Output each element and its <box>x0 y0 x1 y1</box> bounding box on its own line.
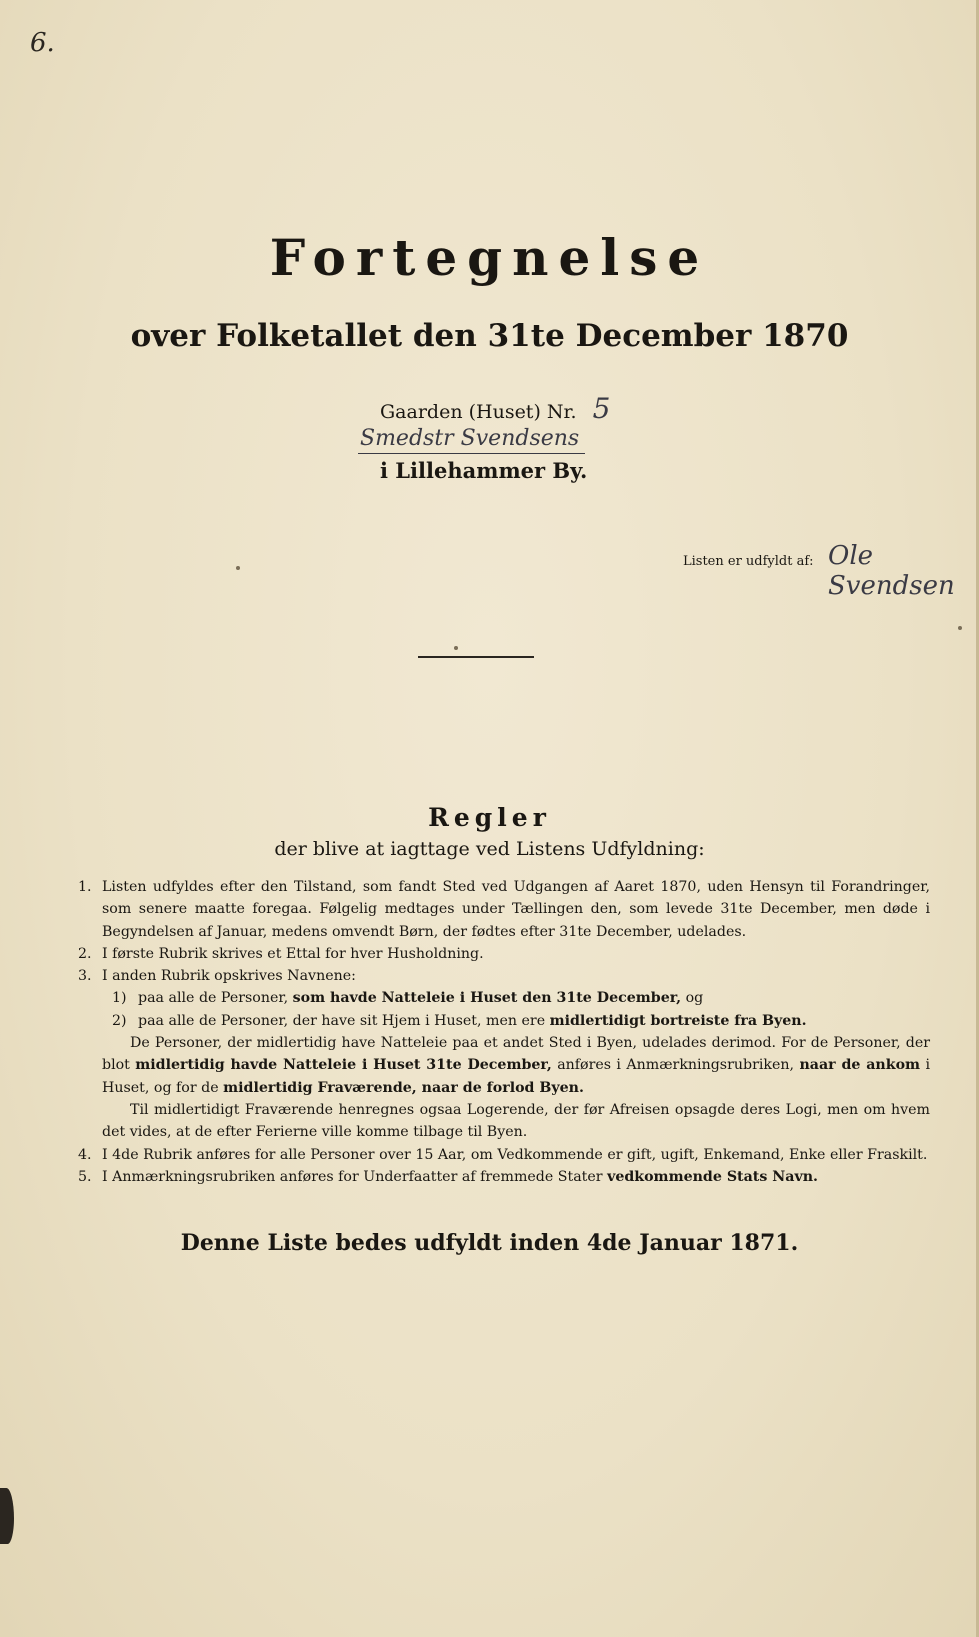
paragraph-text-part: anføres i Anmærkningsrubriken, <box>557 1057 795 1074</box>
rule-text: I første Rubrik skrives et Ettal for hver Husholdning. <box>102 945 484 962</box>
rule-item <box>78 1144 930 1166</box>
rule-number: 3. <box>78 968 92 985</box>
rule-subitem <box>78 1010 930 1032</box>
section-divider <box>418 656 534 658</box>
farm-number-handwritten: 5 <box>592 392 611 425</box>
paper-speck <box>958 626 962 630</box>
rule-item <box>78 965 930 987</box>
deadline-notice: Denne Liste bedes udfyldt inden 4de Januar 1871. <box>180 1230 799 1256</box>
paper-speck <box>236 566 240 570</box>
place-name: i Lillehammer By. <box>380 458 588 483</box>
rules-list <box>78 876 930 1188</box>
paper-speck <box>454 646 458 650</box>
subitem-number: 1) <box>112 990 127 1007</box>
paragraph-text-part: i Huset, og for de <box>102 1057 931 1096</box>
rule-text <box>102 1166 930 1188</box>
paragraph-text-part: De Personer, der midlertidig have Natteleie paa et andet Sted i Byen, udelades derimod. For de Personer, der blot <box>102 1035 930 1074</box>
subitem-text-part: paa alle de Personer, <box>138 990 289 1007</box>
subitem-text-emphasis: midlertidigt bortreiste fra Byen. <box>549 1012 807 1029</box>
rule-item <box>78 876 930 943</box>
form-title: Fortegnelse <box>269 228 710 287</box>
paragraph-text-emphasis: midlertidig havde Natteleie i Huset 31te December, <box>135 1057 552 1074</box>
rule-number: 4. <box>78 1146 92 1163</box>
rules-heading: Regler <box>428 803 551 832</box>
subitem-text-emphasis: som havde Natteleie i Huset den 31te December, <box>292 990 682 1007</box>
subitem-text-part: og <box>685 990 704 1007</box>
form-subtitle: over Folketallet den 31te December 1870 <box>130 318 849 354</box>
subitem-text <box>138 1010 930 1032</box>
rule-number: 1. <box>78 879 92 895</box>
paragraph-text-emphasis: naar de ankom <box>799 1057 921 1074</box>
rule-item <box>78 1166 930 1188</box>
rule-paragraph: Til midlertidigt Fraværende henregnes ogsaa Logerende, der før Afreisen opsagde deres Logi, men om hvem det vides, at de efter Ferierne ville komme tilbage til Byen. <box>102 1101 930 1141</box>
subitem-text <box>138 987 930 1009</box>
rule-number: 5. <box>78 1168 92 1185</box>
rule-subitem <box>78 987 930 1009</box>
corner-page-number: 6. <box>30 28 55 58</box>
rule-text: Listen udfyldes efter den Tilstand, som fandt Sted ved Udgangen af Aaret 1870, uden Hensyn til Forandringer, som senere maatte foregaa. Følgelig medtages under Tællingen den, som levede 31te December, men døde i Begyndelsen af Januar, medens omvendt Børn, der fødtes efter 31te December, udelades. <box>102 879 930 940</box>
handwritten-household-name: Smedstr Svendsens <box>358 426 585 454</box>
paragraph-text-emphasis: midlertidig Fraværende, naar de forlod Byen. <box>223 1079 584 1096</box>
ink-stain <box>0 1488 14 1544</box>
subitem-text-part: paa alle de Personer, der have sit Hjem i Huset, men ere <box>138 1012 546 1029</box>
rule-text: I 4de Rubrik anføres for alle Personer over 15 Aar, om Vedkommende er gift, ugift, Enkemand, Enke eller Fraskilt. <box>102 1146 928 1163</box>
farm-number-line <box>380 392 610 425</box>
filled-by-handwritten-name: Ole Svendsen <box>828 541 955 601</box>
rules-subheading: der blive at iagttage ved Listens Udfyldning: <box>274 838 705 860</box>
rule-item <box>78 943 930 965</box>
rule-paragraph <box>78 1032 930 1099</box>
rule-text: I anden Rubrik opskrives Navnene: <box>102 968 356 985</box>
rule-text-emphasis: vedkommende Stats Navn. <box>607 1168 818 1185</box>
filled-by-label: Listen er udfyldt af: <box>683 554 814 569</box>
rule-number: 2. <box>78 945 92 962</box>
subitem-number: 2) <box>112 1012 127 1029</box>
farm-number-label: Gaarden (Huset) Nr. <box>380 401 577 423</box>
rule-text-part: I Anmærkningsrubriken anføres for Underfaatter af fremmede Stater <box>102 1168 603 1185</box>
